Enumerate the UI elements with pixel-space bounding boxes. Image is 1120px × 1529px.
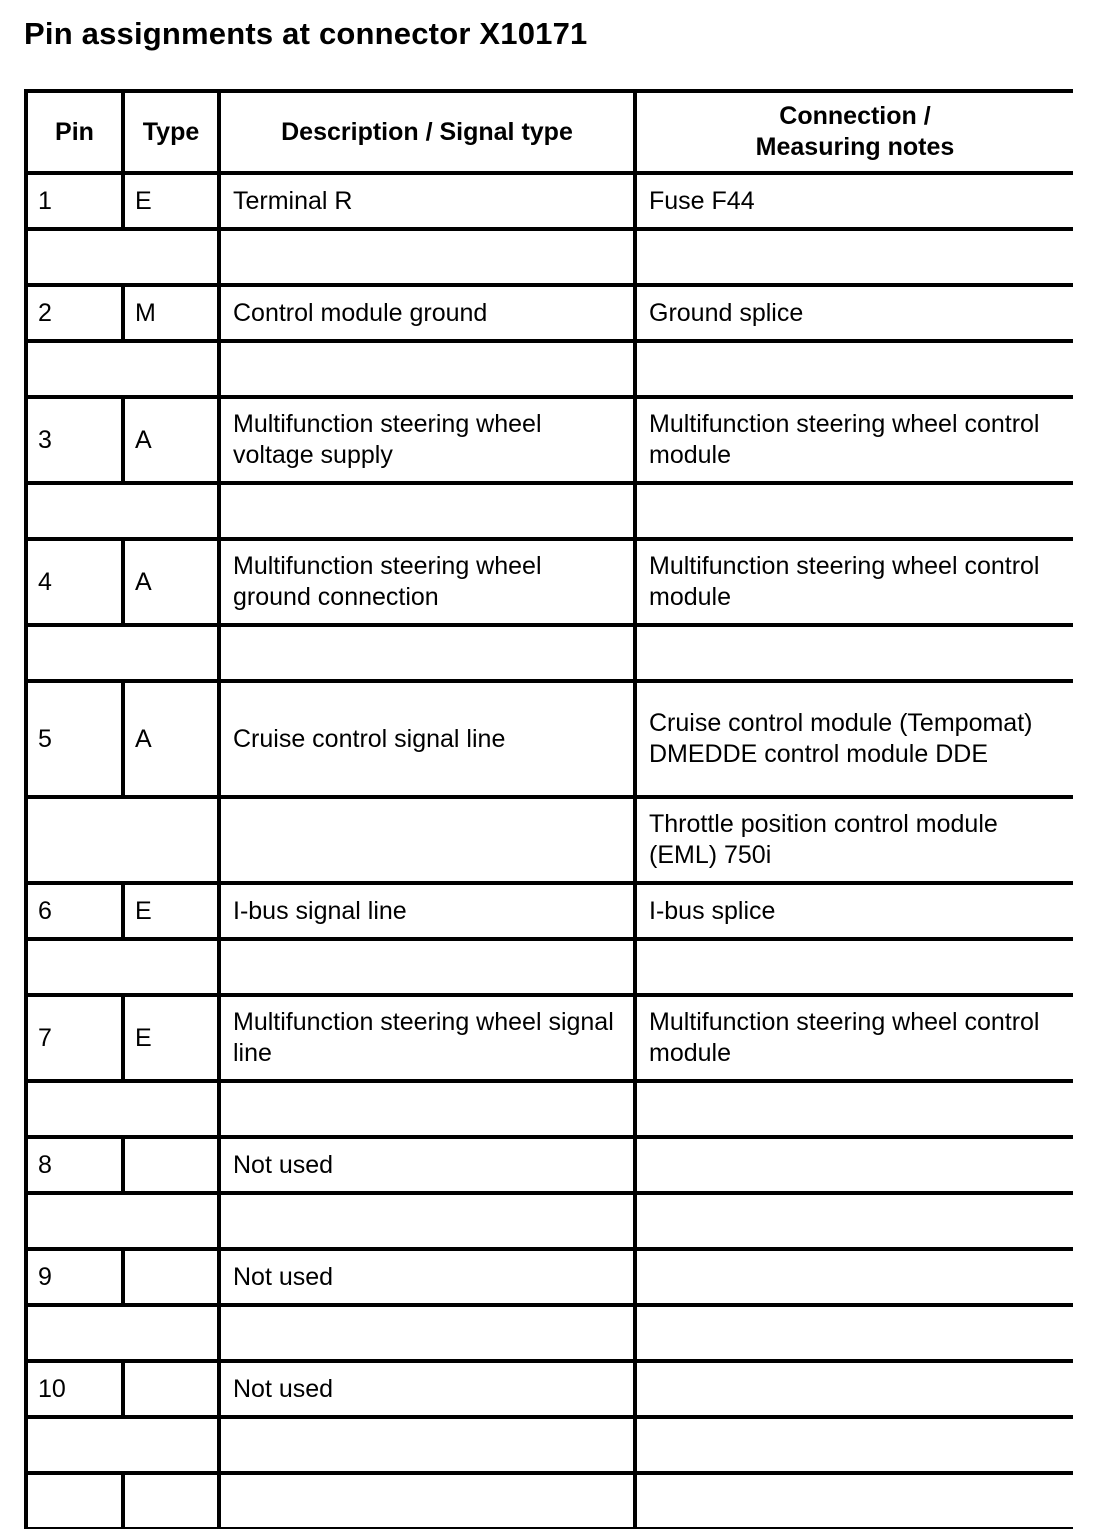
table-row: [26, 1081, 1073, 1137]
spacer-cell: [26, 625, 219, 681]
description-cell: [219, 483, 635, 539]
table-row: [26, 681, 1073, 797]
spacer-cell: [26, 229, 219, 285]
connection-cell: Throttle position control module (EML) 750i: [635, 797, 1073, 883]
column-header-pin: Pin: [26, 91, 123, 173]
table-row: [26, 797, 1073, 883]
pin-cell: 2: [26, 285, 123, 341]
spacer-cell: [26, 939, 219, 995]
column-header-connection: [635, 91, 1073, 173]
spacer-cell: [26, 1417, 219, 1473]
pin-cell: 1: [26, 173, 123, 229]
type-cell: [123, 1249, 219, 1305]
column-header-connection-line2: Measuring notes: [755, 133, 955, 161]
connection-cell: [635, 1417, 1073, 1473]
table-row: [26, 625, 1073, 681]
connection-cell: [635, 341, 1073, 397]
description-cell: [219, 1473, 635, 1529]
pin-table-container: [24, 89, 1073, 1529]
description-cell: [219, 1193, 635, 1249]
connection-cell: [635, 1361, 1073, 1417]
connection-cell: Multifunction steering wheel control module: [635, 995, 1073, 1081]
table-row: [26, 1473, 1073, 1529]
table-row: [26, 229, 1073, 285]
table-row: [26, 1249, 1073, 1305]
type-cell: [123, 1361, 219, 1417]
description-cell: [219, 229, 635, 285]
column-header-description: Description / Signal type: [219, 91, 635, 173]
connection-cell: [635, 625, 1073, 681]
type-cell: E: [123, 995, 219, 1081]
description-cell: Cruise control signal line: [219, 681, 635, 797]
pin-cell: [26, 1473, 123, 1529]
connection-cell: [635, 1137, 1073, 1193]
pin-cell: 5: [26, 681, 123, 797]
table-row: [26, 539, 1073, 625]
description-cell: Not used: [219, 1361, 635, 1417]
connection-cell: [635, 1193, 1073, 1249]
connection-cell: [635, 229, 1073, 285]
connection-cell: [635, 1473, 1073, 1529]
type-cell: E: [123, 173, 219, 229]
page-title: Pin assignments at connector X10171: [24, 16, 588, 51]
table-row: [26, 397, 1073, 483]
pin-assignment-table: [24, 89, 1073, 1529]
connection-cell: [635, 939, 1073, 995]
connection-cell: Fuse F44: [635, 173, 1073, 229]
description-cell: [219, 1417, 635, 1473]
description-cell: Not used: [219, 1137, 635, 1193]
table-row: [26, 939, 1073, 995]
description-cell: I-bus signal line: [219, 883, 635, 939]
pin-cell: 4: [26, 539, 123, 625]
table-row: [26, 1193, 1073, 1249]
description-cell: Multifunction steering wheel voltage supply: [219, 397, 635, 483]
table-row: [26, 883, 1073, 939]
spacer-cell: [26, 1305, 219, 1361]
connection-cell: [635, 483, 1073, 539]
table-row: [26, 173, 1073, 229]
type-cell: M: [123, 285, 219, 341]
description-cell: Multifunction steering wheel ground connection: [219, 539, 635, 625]
table-row: [26, 995, 1073, 1081]
connection-cell: [635, 1081, 1073, 1137]
pin-cell: 7: [26, 995, 123, 1081]
column-header-type: Type: [123, 91, 219, 173]
connection-cell: Multifunction steering wheel control module: [635, 397, 1073, 483]
table-row: [26, 285, 1073, 341]
description-cell: [219, 939, 635, 995]
description-cell: Multifunction steering wheel signal line: [219, 995, 635, 1081]
connection-cell: Multifunction steering wheel control module: [635, 539, 1073, 625]
description-cell: Control module ground: [219, 285, 635, 341]
table-row: [26, 1137, 1073, 1193]
connection-cell: Ground splice: [635, 285, 1073, 341]
connection-cell: Cruise control module (Tempomat) DMEDDE control module DDE: [635, 681, 1073, 797]
type-cell: [123, 1473, 219, 1529]
table-row: [26, 341, 1073, 397]
pin-cell: 9: [26, 1249, 123, 1305]
description-cell: [219, 1081, 635, 1137]
description-cell: [219, 625, 635, 681]
column-header-connection-line1: Connection /: [779, 102, 931, 130]
type-cell: A: [123, 681, 219, 797]
description-cell: Terminal R: [219, 173, 635, 229]
description-cell: Not used: [219, 1249, 635, 1305]
spacer-cell: [26, 341, 219, 397]
connection-cell: [635, 1305, 1073, 1361]
type-cell: A: [123, 539, 219, 625]
spacer-cell: [26, 483, 219, 539]
table-row: [26, 1417, 1073, 1473]
pin-cell: 10: [26, 1361, 123, 1417]
description-cell: [219, 341, 635, 397]
table-header-row: [26, 91, 1073, 173]
table-row: [26, 1305, 1073, 1361]
description-cell: [219, 797, 635, 883]
pin-cell: 3: [26, 397, 123, 483]
connection-cell: [635, 1249, 1073, 1305]
type-cell: E: [123, 883, 219, 939]
table-row: [26, 1361, 1073, 1417]
spacer-cell: [26, 1193, 219, 1249]
connection-cell: I-bus splice: [635, 883, 1073, 939]
pin-cell: 6: [26, 883, 123, 939]
spacer-cell: [26, 1081, 219, 1137]
spacer-cell: [26, 797, 219, 883]
type-cell: [123, 1137, 219, 1193]
pin-cell: 8: [26, 1137, 123, 1193]
type-cell: A: [123, 397, 219, 483]
table-row: [26, 483, 1073, 539]
description-cell: [219, 1305, 635, 1361]
